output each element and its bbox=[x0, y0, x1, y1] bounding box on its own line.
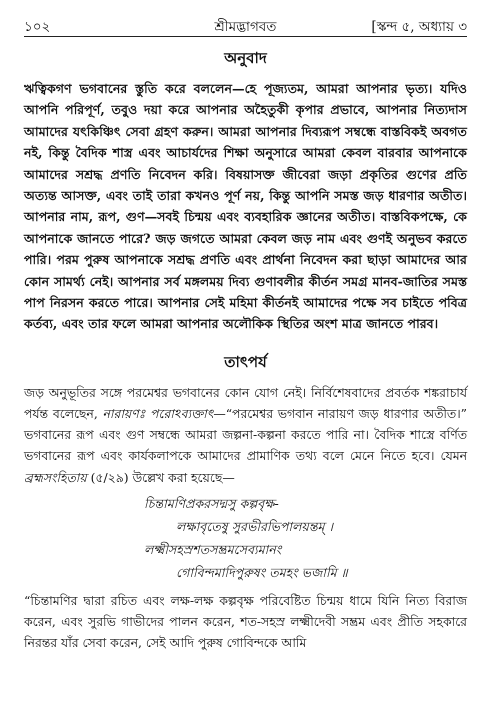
verse-line: লক্ষ্মীসহস্রশতসম্ভ্রমসেব্যমানং bbox=[144, 541, 282, 557]
verse-translation: “চিন্তামণির দ্বারা রচিত এবং লক্ষ-লক্ষ কল্পবৃক্ষ পরিবেষ্টিত চিন্ময় ধামে যিনি নিত্য বিরাজ করেন, এবং সুরভি গাভীদের পালন করেন, শত-সহস্র লক্ষ্মীদেবী সম্ভ্রম এবং প্রীতি সহকারে নিরন্তর যাঁর সেবা করেন, সেই আদি পুরুষ গোবিন্দকে আমি bbox=[24, 592, 467, 651]
purport-text-part1: জড় অনুভূতির সঙ্গে পরমেশ্বর ভগবানের কোন যোগ নেই। নির্বিশেষবাদের প্রবর্তক শঙ্করাচার্য পর্যন্ত বলেছেন, bbox=[24, 384, 467, 422]
verse-line: গোবিন্দমাদিপুরুষং তমহং ভজামি ॥ bbox=[176, 564, 348, 580]
purport-heading: তাৎপর্য bbox=[224, 352, 267, 371]
translation-text: ঋত্বিকগণ ভগবানের স্তুতি করে বললেন—হে পূজ্যতম, আমরা আপনার ভৃত্য। যদিও আপনি পরিপূর্ণ, তবুও দয়া করে আপনার অহৈতুকী কৃপার প্রভাবে, আপনার নিত্যদাস আমাদের যৎকিঞ্চিৎ সেবা গ্রহণ করুন। আমরা আপনার দিব্যরূপ সম্বন্ধে বাস্তবিকই অবগত নই, কিন্তু বৈদিক শাস্ত্র এবং আচার্যদের শিক্ষা অনুসারে আমরা কেবল বারবার আপনাকে আমাদের সশ্রদ্ধ প্রণতি নিবেদন করি। বিষয়াসক্ত জীবেরা জড়া প্রকৃতির গুণের প্রতি অত্যন্ত আসক্ত, এবং তাই তারা কখনও পূর্ণ নয়, কিন্তু আপনি সমস্ত জড় ধারণার অতীত। আপনার নাম, রূপ, গুণ—সবই চিন্ময় এবং ব্যবহারিক জ্ঞানের অতীত। বাস্তবিকপক্ষে, কে আপনাকে জানতে পারে? জড় জগতে আমরা কেবল জড় নাম এবং গুণই অনুভব করতে পারি। পরম পুরুষ আপনাকে সশ্রদ্ধ প্রণতি এবং প্রার্থনা নিবেদন করা ছাড়া আমাদের আর কোন সামর্থ্য নেই। আপনার সর্ব মঙ্গলময় দিব্য গুণাবলীর কীর্তন সমগ্র মানব-জাতির সমস্ত পাপ নিরসন করতে পারে। আপনার সেই মহিমা কীর্তনই আমাদের পক্ষে সব চাইতে পবিত্র কর্তব্য, এবং তার ফলে আমরা আপনার অলৌকিক স্থিতির অংশ মাত্র জানতে পারব। bbox=[24, 81, 467, 332]
book-title: শ্রীমদ্ভাগবত bbox=[214, 19, 277, 35]
purport-text bbox=[24, 382, 467, 488]
sanskrit-verse bbox=[24, 492, 467, 584]
sanskrit-quote: নারায়ণঃ পরোঽব্যক্তাৎ bbox=[102, 406, 214, 422]
translation-heading: অনুবাদ bbox=[224, 49, 267, 67]
verse-line: চিন্তামণিপ্রকরসদ্মসু কল্পবৃক্ষ- bbox=[144, 495, 279, 511]
purport-text-part2: —“পরমেশ্বর ভগবান নারায়ণ জড় ধারণার অতীত।” ভগবানের রূপ এবং গুণ সম্বন্ধে আমরা জল্পনা-কল্পনা করতে পারি না। বৈদিক শাস্ত্রে বর্ণিত ভগবানের রূপ এবং কার্যকলাপকে আমাদের প্রামাণিক তথ্য বলে মেনে নিতে হবে। যেমন bbox=[24, 406, 467, 464]
verse-line: লক্ষাবৃতেষু সুরভীরভিপালয়ন্তম্ । bbox=[176, 518, 334, 534]
scripture-reference: ব্রহ্মসংহিতায় bbox=[24, 469, 87, 485]
purport-text-part3: (৫/২৯) উল্লেখ করা হয়েছে— bbox=[86, 469, 235, 485]
canto-chapter-info: [স্কন্দ ৫, অধ্যায় ৩ bbox=[371, 19, 467, 35]
running-header bbox=[24, 12, 467, 37]
page-number: ১০২ bbox=[24, 19, 51, 35]
